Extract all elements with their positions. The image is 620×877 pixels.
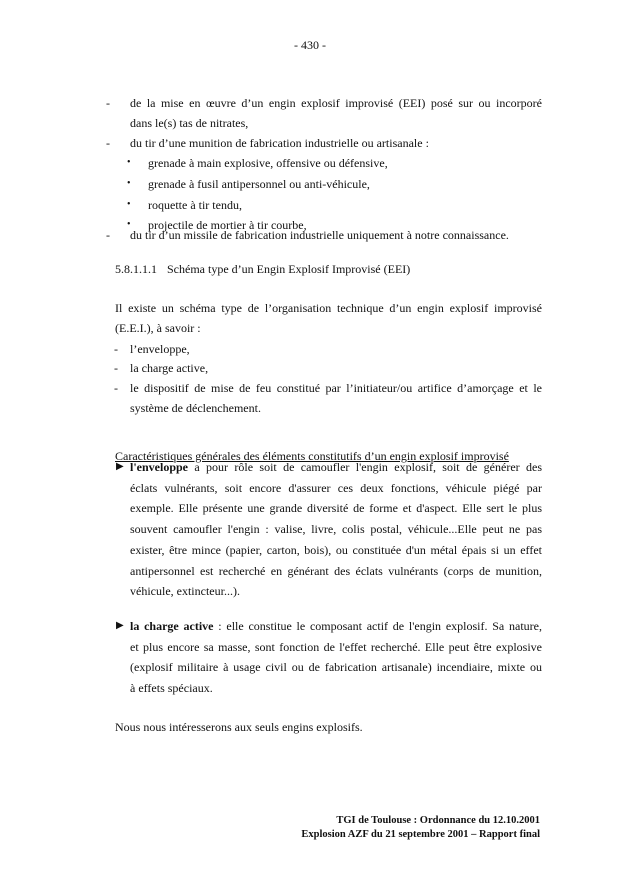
charge-line: la charge active : elle constitue le composant actif de l'engin explosif. Sa nature, [130, 619, 542, 633]
list-dash: - [114, 342, 118, 356]
list-item-text: de la mise en œuvre d’un engin explosif improvisé (EEI) posé sur ou incorporé [130, 96, 542, 110]
paragraph-line: (E.E.I.), à savoir : [115, 321, 201, 335]
triangle-bullet-icon: ▶ [116, 461, 124, 472]
enveloppe-line: l'enveloppe a pour rôle soit de camoufler l'engin explosif, soit de générer des [130, 460, 542, 474]
section-heading [115, 262, 410, 277]
bullet-dot-icon: • [127, 157, 131, 168]
sub-list-item: grenade à main explosive, offensive ou défensive, [148, 156, 388, 170]
list-item-text: l’enveloppe, [130, 342, 190, 356]
sub-list-item: projectile de mortier à tir courbe, [148, 218, 307, 232]
enveloppe-term: l'enveloppe [130, 460, 189, 474]
section-number: 5.8.1.1.1 [115, 262, 157, 276]
characteristics-title: Caractéristiques générales des éléments constitutifs d’un engin explosif improvisé [115, 449, 509, 463]
charge-line: et plus encore sa masse, sont fonction de l'effet recherché. Elle peut être explosive [130, 640, 542, 654]
list-item-text: le dispositif de mise de feu constitué par l’initiateur/ou artifice d’amorçage et le [130, 381, 542, 395]
list-dash: - [106, 136, 110, 150]
list-dash: - [106, 96, 110, 110]
enveloppe-line: véhicule, extincteur...). [130, 584, 240, 598]
bullet-dot-icon: • [127, 199, 131, 210]
closing-sentence: Nous nous intéresserons aux seuls engins explosifs. [115, 720, 363, 734]
bullet-dot-icon: • [127, 219, 131, 230]
charge-line: (explosif militaire à usage civil ou de fabrication artisanale) incendiaire, mixte ou [130, 660, 542, 674]
sub-list-item: roquette à tir tendu, [148, 198, 242, 212]
section-title: Schéma type d’un Engin Explosif Improvisé (EEI) [167, 262, 411, 276]
charge-term: la charge active [130, 619, 214, 633]
list-item-text: du tir d’une munition de fabrication industrielle ou artisanale : [130, 136, 429, 150]
bullet-dot-icon: • [127, 178, 131, 189]
enveloppe-line: exister, être mince (papier, carton, bois), ou constituée d'un métal épais si un effet [130, 543, 542, 557]
footer-line-2: Explosion AZF du 21 septembre 2001 – Rapport final [301, 829, 540, 840]
enveloppe-line: éclats vulnérants, soit encore d'assurer ces deux fonctions, véhicule piégé par [130, 481, 542, 495]
paragraph-line: Il existe un schéma type de l’organisation technique d’un engin explosif improvisé [115, 301, 542, 315]
list-item-text: dans le(s) tas de nitrates, [130, 116, 249, 130]
footer-line-1: TGI de Toulouse : Ordonnance du 12.10.2001 [336, 815, 540, 826]
triangle-bullet-icon: ▶ [116, 620, 124, 631]
enveloppe-line: exemple. Elle présente une grande diversité de forme et d'aspect. Elle sert le plus [130, 501, 542, 515]
enveloppe-line: antipersonnel est recherché en générant des éclats vulnérants (corps de munition, [130, 564, 542, 578]
enveloppe-line: souvent camoufler l'engin : valise, livre, colis postal, véhicule...Elle peut ne pas [130, 522, 542, 536]
charge-line: à effets spéciaux. [130, 681, 213, 695]
list-item-text: la charge active, [130, 361, 209, 375]
list-item-text: du tir d’un missile de fabrication industrielle uniquement à notre connaissance. [130, 228, 509, 242]
sub-list-item: grenade à fusil antipersonnel ou anti-véhicule, [148, 177, 370, 191]
list-dash: - [114, 361, 118, 375]
list-dash: - [106, 228, 110, 242]
list-dash: - [114, 381, 118, 395]
list-item-text: système de déclenchement. [130, 401, 261, 415]
page-number: - 430 - [294, 38, 326, 52]
